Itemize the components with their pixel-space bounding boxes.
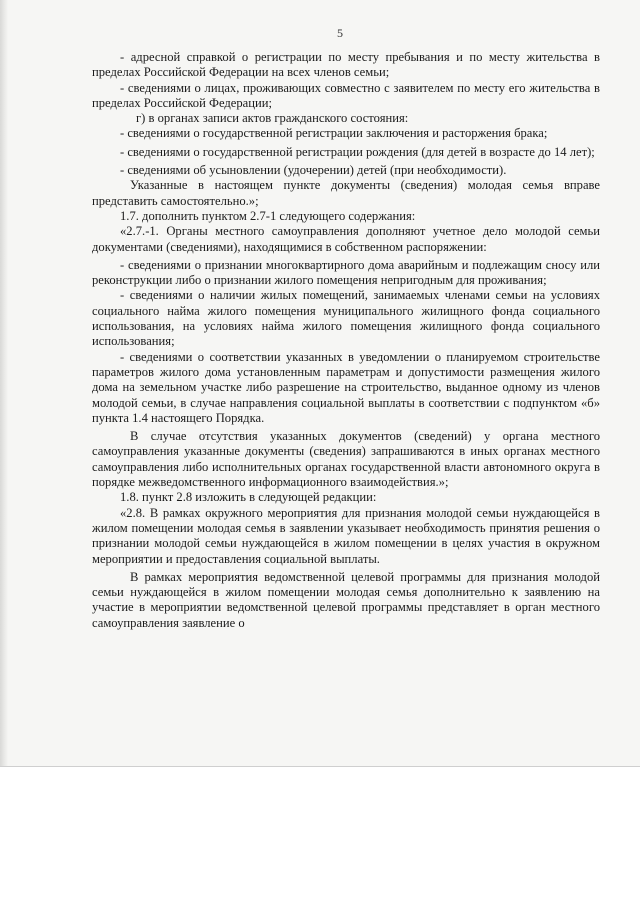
paragraph-self-submission: Указанные в настоящем пункте документы (сведения) молодая семья вправе представить самостоятельно.»;	[92, 178, 600, 208]
paragraph-cohabitants: - сведениями о лицах, проживающих совместно с заявителем по месту его жительства в пределах Российской Федерации;	[92, 80, 600, 110]
paragraph-marriage-info: - сведениями о государственной регистрации заключения и расторжения брака;	[120, 126, 548, 141]
paragraph-construction-notice: - сведениями о соответствии указанных в уведомлении о планируемом строительстве параметров жилого дома установленным параметрам и допустимости размещения жилого дома на земельном участке либо разрешение на строительство, выданное одному из членов молодой семьи, в случае направления социальной выплаты в соответствии с подпунктом «б» пункта 1.4 настоящего Порядка.	[92, 349, 600, 425]
paragraph-departmental-program: В рамках мероприятия ведомственной целевой программы для признания молодой семьи нуждающейся в жилом помещении молодая семья дополнительно к заявлению на участие в мероприятии ведомственной целевой программы представляет в орган местного самоуправления заявление о	[92, 569, 600, 630]
paragraph-civil-registry-heading: г) в органах записи актов гражданского состояния:	[136, 111, 409, 126]
paragraph-adoption-info: - сведениями об усыновлении (удочерении) детей (при необходимости).	[120, 163, 507, 178]
paragraph-interagency-request: В случае отсутствия указанных документов (сведений) у органа местного самоуправления указанные документы (сведения) запрашиваются в иных органах местного самоуправления либо исполнительных органах государственной власти автономного округа в порядке межведомственного информационного взаимодействия.»;	[92, 429, 600, 490]
paragraph-emergency-house: - сведениями о признании многоквартирного дома аварийным и подлежащим сносу или реконструкции либо о признании жилого помещения непригодным для проживания;	[92, 257, 600, 288]
page-number: 5	[337, 26, 343, 40]
paragraph-social-housing: - сведениями о наличии жилых помещений, занимаемых членами семьи на условиях социального найма жилого помещения муниципального жилищного фонда социального использования, на условиях найма жилого помещения жилищного фонда социального использования;	[92, 288, 600, 349]
paragraph-birth-info: - сведениями о государственной регистрации рождения (для детей в возрасте до 14 лет);	[120, 144, 595, 159]
paragraph-item-1-7: 1.7. дополнить пунктом 2.7-1 следующего содержания:	[120, 208, 416, 223]
document-body	[92, 50, 600, 631]
paragraph-clause-2-7-1: «2.7.-1. Органы местного самоуправления дополняют учетное дело молодой семьи документами (сведениями), находящимися в собственном распоряжении:	[92, 224, 600, 254]
paragraph-item-1-8: 1.8. пункт 2.8 изложить в следующей редакции:	[120, 490, 377, 505]
paragraph-clause-2-8: «2.8. В рамках окружного мероприятия для признания молодой семьи нуждающейся в жилом помещении молодая семья в заявлении указывает необходимость принятия решения о признании молодой семьи нуждающейся в жилом помещении в целях участия в окружном мероприятии и предоставления социальной выплаты.	[92, 505, 600, 566]
paragraph-address-certificate: - адресной справкой о регистрации по месту пребывания и по месту жительства в пределах Российской Федерации на всех членов семьи;	[92, 50, 600, 80]
